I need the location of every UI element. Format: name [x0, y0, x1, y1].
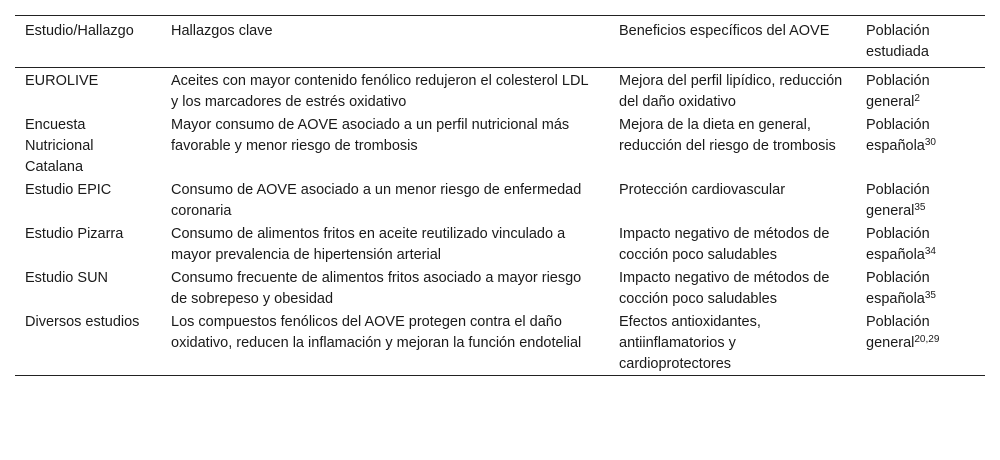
cell-poblacion: [856, 68, 985, 114]
reference-superscript: 20,29: [914, 334, 940, 345]
header-beneficios: Beneficios específicos del AOVE: [619, 23, 830, 39]
table-row: [15, 222, 985, 266]
table-row: [15, 113, 985, 178]
cell-estudio: Diversos estudios: [25, 314, 140, 330]
header-poblacion: Población estudiada: [866, 23, 930, 60]
table-row: [15, 68, 985, 114]
cell-beneficios: Protección cardiovascular: [619, 182, 786, 198]
poblacion-text: Población general: [866, 73, 930, 110]
poblacion-text: Población española: [866, 117, 930, 154]
reference-superscript: 2: [914, 93, 920, 104]
cell-poblacion: [856, 266, 985, 310]
header-row: [15, 16, 985, 68]
cell-hallazgos: Consumo de AOVE asociado a un menor riesgo de enfermedad coronaria: [171, 182, 582, 219]
cell-beneficios: Mejora del perfil lipídico, reducción del daño oxidativo: [619, 73, 843, 110]
table-row: [15, 310, 985, 376]
cell-poblacion: [856, 178, 985, 222]
cell-hallazgos: Consumo frecuente de alimentos fritos asociado a mayor riesgo de sobrepeso y obesidad: [171, 270, 582, 307]
cell-hallazgos: Mayor consumo de AOVE asociado a un perfil nutricional más favorable y menor riesgo de trombosis: [171, 117, 570, 154]
cell-poblacion: [856, 113, 985, 178]
cell-estudio: EUROLIVE: [25, 73, 99, 89]
cell-estudio: Encuesta Nutricional Catalana: [25, 117, 94, 175]
table-row: [15, 178, 985, 222]
table-row: [15, 266, 985, 310]
header-hallazgos: Hallazgos clave: [171, 23, 273, 39]
cell-poblacion: [856, 310, 985, 376]
poblacion-text: Población general: [866, 182, 930, 219]
poblacion-text: Población española: [866, 270, 930, 307]
cell-hallazgos: Aceites con mayor contenido fenólico redujeron el colesterol LDL y los marcadores de estrés oxidativo: [171, 73, 588, 110]
poblacion-text: Población española: [866, 226, 930, 263]
cell-hallazgos: Los compuestos fenólicos del AOVE protegen contra el daño oxidativo, reducen la inflamación y mejoran la función endotelial: [171, 314, 582, 351]
cell-beneficios: Impacto negativo de métodos de cocción poco saludables: [619, 226, 830, 263]
studies-table-container: [15, 15, 985, 376]
table-header: [15, 16, 985, 68]
cell-poblacion: [856, 222, 985, 266]
reference-superscript: 34: [924, 246, 936, 257]
cell-hallazgos: Consumo de alimentos fritos en aceite reutilizado vinculado a mayor prevalencia de hipertensión arterial: [171, 226, 566, 263]
cell-beneficios: Mejora de la dieta en general, reducción del riesgo de trombosis: [619, 117, 836, 154]
cell-estudio: Estudio EPIC: [25, 182, 112, 198]
reference-superscript: 35: [924, 290, 936, 301]
studies-table: [15, 15, 985, 376]
poblacion-text: Población general: [866, 314, 930, 351]
cell-beneficios: Efectos antioxidantes, antiinflamatorios y cardioprotectores: [619, 314, 761, 372]
header-estudio: Estudio/Hallazgo: [25, 23, 134, 39]
reference-superscript: 35: [914, 202, 926, 213]
cell-estudio: Estudio SUN: [25, 270, 109, 286]
cell-beneficios: Impacto negativo de métodos de cocción poco saludables: [619, 270, 830, 307]
table-body: [15, 68, 985, 376]
reference-superscript: 30: [924, 137, 936, 148]
cell-estudio: Estudio Pizarra: [25, 226, 124, 242]
